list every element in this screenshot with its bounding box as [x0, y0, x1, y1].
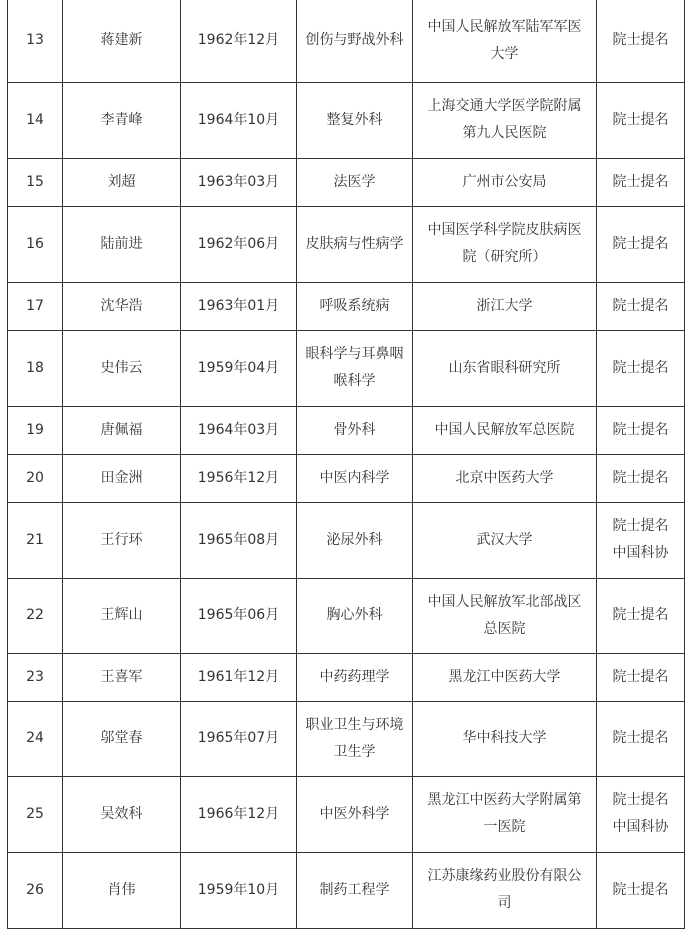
- table-row: [8, 454, 685, 502]
- nomination-channel: 院士提名: [597, 206, 685, 282]
- birth-date: 1966年12月: [181, 776, 297, 852]
- subject: 整复外科: [297, 82, 413, 158]
- row-number: 26: [8, 852, 63, 928]
- nomination-channel: 院士提名: [597, 653, 685, 701]
- table-row: [8, 282, 685, 330]
- birth-date: 1965年07月: [181, 701, 297, 776]
- row-number: 13: [8, 0, 63, 82]
- subject: 胸心外科: [297, 578, 413, 653]
- work-unit: 中国人民解放军陆军军医大学: [413, 0, 597, 82]
- table-row: [8, 852, 685, 928]
- nomination-channel: 院士提名: [597, 158, 685, 206]
- birth-date: 1962年12月: [181, 0, 297, 82]
- table-row: [8, 406, 685, 454]
- row-number: 20: [8, 454, 63, 502]
- work-unit: 黑龙江中医药大学: [413, 653, 597, 701]
- candidate-name: 陆前进: [63, 206, 181, 282]
- birth-date: 1956年12月: [181, 454, 297, 502]
- row-number: 22: [8, 578, 63, 653]
- birth-date: 1961年12月: [181, 653, 297, 701]
- nomination-channel: 院士提名: [597, 454, 685, 502]
- candidate-name: 刘超: [63, 158, 181, 206]
- work-unit: 中国医学科学院皮肤病医院（研究所）: [413, 206, 597, 282]
- birth-date: 1964年03月: [181, 406, 297, 454]
- work-unit: 中国人民解放军北部战区总医院: [413, 578, 597, 653]
- row-number: 18: [8, 330, 63, 406]
- birth-date: 1963年01月: [181, 282, 297, 330]
- nomination-channel: 院士提名 中国科协: [597, 776, 685, 852]
- work-unit: 北京中医药大学: [413, 454, 597, 502]
- subject: 中医内科学: [297, 454, 413, 502]
- birth-date: 1959年10月: [181, 852, 297, 928]
- subject: 泌尿外科: [297, 502, 413, 578]
- birth-date: 1959年04月: [181, 330, 297, 406]
- work-unit: 黑龙江中医药大学附属第一医院: [413, 776, 597, 852]
- row-number: 16: [8, 206, 63, 282]
- row-number: 17: [8, 282, 63, 330]
- subject: 中药药理学: [297, 653, 413, 701]
- candidate-name: 蒋建新: [63, 0, 181, 82]
- subject: 创伤与野战外科: [297, 0, 413, 82]
- candidate-name: 王辉山: [63, 578, 181, 653]
- row-number: 25: [8, 776, 63, 852]
- row-number: 15: [8, 158, 63, 206]
- row-number: 21: [8, 502, 63, 578]
- candidate-name: 肖伟: [63, 852, 181, 928]
- nomination-channel: 院士提名: [597, 852, 685, 928]
- row-number: 19: [8, 406, 63, 454]
- subject: 职业卫生与环境卫生学: [297, 701, 413, 776]
- nomination-channel: 院士提名: [597, 578, 685, 653]
- subject: 眼科学与耳鼻咽喉科学: [297, 330, 413, 406]
- work-unit: 华中科技大学: [413, 701, 597, 776]
- nomination-channel: 院士提名 中国科协: [597, 502, 685, 578]
- candidate-name: 邬堂春: [63, 701, 181, 776]
- work-unit: 浙江大学: [413, 282, 597, 330]
- candidate-name: 沈华浩: [63, 282, 181, 330]
- table-row: [8, 776, 685, 852]
- table-row: [8, 158, 685, 206]
- work-unit: 上海交通大学医学院附属第九人民医院: [413, 82, 597, 158]
- table-row: [8, 701, 685, 776]
- work-unit: 广州市公安局: [413, 158, 597, 206]
- table-row: [8, 653, 685, 701]
- row-number: 14: [8, 82, 63, 158]
- birth-date: 1964年10月: [181, 82, 297, 158]
- candidate-name: 李青峰: [63, 82, 181, 158]
- candidate-name: 史伟云: [63, 330, 181, 406]
- nomination-channel: 院士提名: [597, 330, 685, 406]
- table-row: [8, 502, 685, 578]
- subject: 皮肤病与性病学: [297, 206, 413, 282]
- candidate-name: 吴效科: [63, 776, 181, 852]
- birth-date: 1965年06月: [181, 578, 297, 653]
- birth-date: 1965年08月: [181, 502, 297, 578]
- work-unit: 江苏康缘药业股份有限公司: [413, 852, 597, 928]
- candidate-table-body: [8, 0, 685, 928]
- nomination-channel: 院士提名: [597, 406, 685, 454]
- subject: 骨外科: [297, 406, 413, 454]
- subject: 中医外科学: [297, 776, 413, 852]
- work-unit: 山东省眼科研究所: [413, 330, 597, 406]
- table-row: [8, 82, 685, 158]
- nomination-channel: 院士提名: [597, 701, 685, 776]
- candidate-name: 唐佩福: [63, 406, 181, 454]
- subject: 呼吸系统病: [297, 282, 413, 330]
- subject: 法医学: [297, 158, 413, 206]
- table-row: [8, 578, 685, 653]
- row-number: 24: [8, 701, 63, 776]
- row-number: 23: [8, 653, 63, 701]
- candidate-name: 王行环: [63, 502, 181, 578]
- birth-date: 1962年06月: [181, 206, 297, 282]
- work-unit: 中国人民解放军总医院: [413, 406, 597, 454]
- table-row: [8, 206, 685, 282]
- table-row: [8, 0, 685, 82]
- nomination-channel: 院士提名: [597, 282, 685, 330]
- nomination-channel: 院士提名: [597, 0, 685, 82]
- table-row: [8, 330, 685, 406]
- work-unit: 武汉大学: [413, 502, 597, 578]
- candidate-name: 田金洲: [63, 454, 181, 502]
- subject: 制药工程学: [297, 852, 413, 928]
- birth-date: 1963年03月: [181, 158, 297, 206]
- nomination-channel: 院士提名: [597, 82, 685, 158]
- candidate-name: 王喜军: [63, 653, 181, 701]
- candidate-table: [7, 0, 685, 929]
